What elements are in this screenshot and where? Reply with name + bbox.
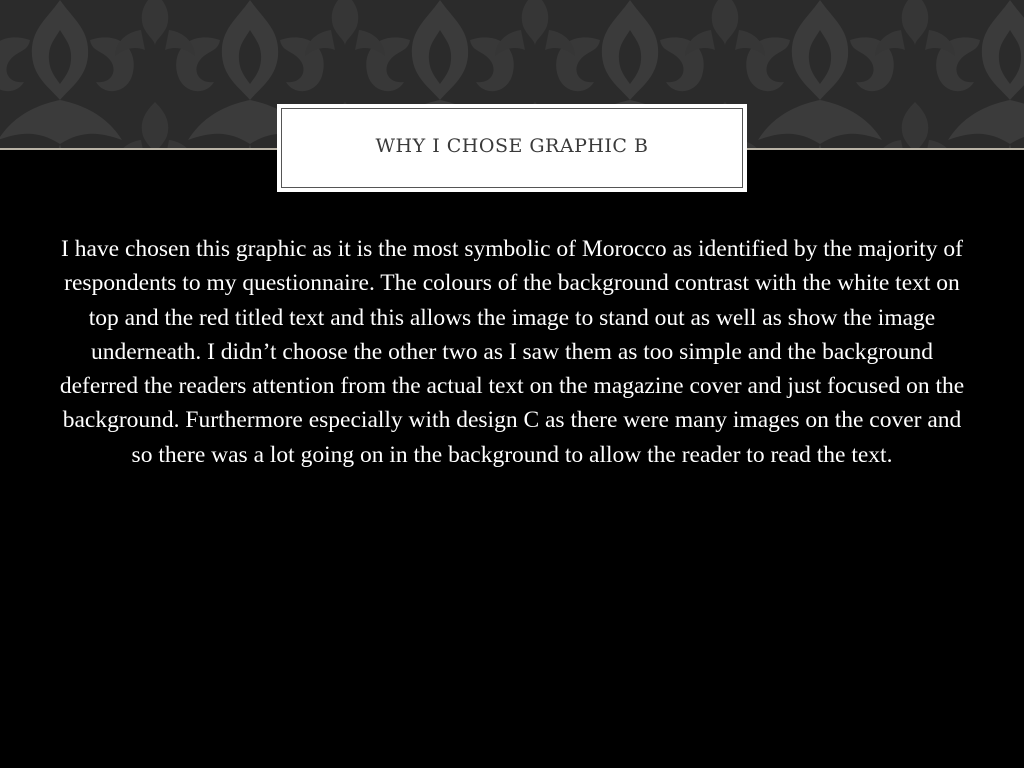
slide-title: WHY I CHOSE GRAPHIC B [375,135,649,157]
slide-body-text: I have chosen this graphic as it is the most symbolic of Morocco as identified by the majority of respondents to my questionnaire. The colours of the background contrast with the white text on top and the red titled text and this allows the image to stand out as well as show the image underneath. I didn’t choose the other two as I saw them as too simple and the background deferred the readers attention from the actual text on the magazine cover and just focused on the background. Furthermore especially with design C as there were many images on the cover and so there was a lot going on in the background to allow the reader to read the text. [59,236,965,468]
title-box [277,104,747,192]
title-frame [281,108,743,188]
